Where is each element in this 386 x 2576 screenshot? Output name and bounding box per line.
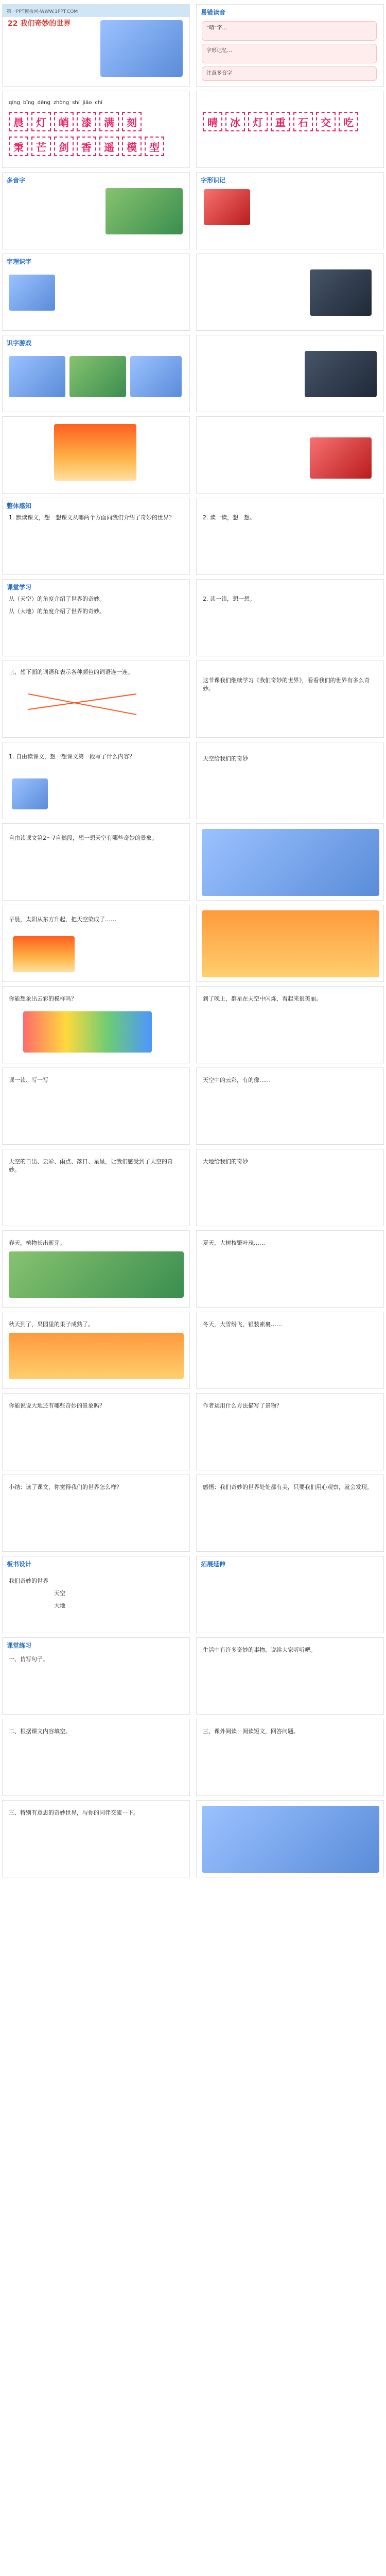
exchange-text: 三、特别有意思的奇妙世界，与你的同伴交流一下。 (9, 1809, 139, 1816)
spring-text: 春天，植物长出新芽。 (9, 1240, 65, 1246)
slide-title: 多音字 (7, 177, 26, 184)
board-design-slide (2, 1556, 190, 1633)
cloud-shapes-text: 天空中的云彩，有的像…… (203, 1077, 271, 1083)
char-box: 剑 (54, 137, 74, 156)
slide-title: 拓展延伸 (201, 1561, 226, 1568)
cloud-imagine-slide (2, 986, 190, 1063)
autumn-photo (9, 1333, 184, 1379)
write-slide (2, 1067, 190, 1145)
stars-text: 到了晚上，群星在天空中闪烁，看起来很美丽。 (203, 995, 322, 1002)
vocab-grid-slide (2, 91, 190, 168)
practice-text: 一、仿写句子。 (9, 1656, 48, 1663)
char-box: 芒 (31, 137, 51, 156)
character-line (203, 112, 377, 131)
char-box: 峭 (54, 112, 74, 131)
board-title: 我们奇妙的世界 (9, 1578, 48, 1584)
pinyin-5: shí (72, 100, 80, 106)
illustration (130, 356, 182, 397)
slide-title: 易错读音 (201, 9, 226, 16)
sky-question: 自由读课文第2～7自然段，想一想天空有哪些奇妙的景象。 (9, 835, 157, 841)
earth-question-slide (2, 1393, 190, 1470)
point-2: 字形记忆… (206, 48, 232, 54)
illustration (204, 189, 250, 225)
char-box: 重 (271, 112, 290, 131)
board-item-1: 天空 (54, 1590, 65, 1597)
insight-text: 感悟：我们奇妙的世界处处都有美，只要我们用心观察，就会发现。 (203, 1484, 373, 1490)
study-2: 从（大地）的角度介绍了世界的奇妙。 (9, 608, 105, 615)
sky-summary-slide (2, 1149, 190, 1226)
slide-title: 整体感知 (7, 502, 32, 510)
autumn-text: 秋天到了，果园里的果子成熟了。 (9, 1321, 94, 1328)
char-shape-slide (196, 172, 384, 249)
sunrise-slide (2, 905, 190, 982)
char-box: 刻 (122, 112, 142, 131)
character-row-2 (9, 137, 183, 156)
spring-slide (2, 1230, 190, 1308)
board-item-2: 大地 (54, 1602, 65, 1609)
slide-title: 字形识记 (201, 177, 226, 184)
fruit-photo (310, 437, 372, 479)
illustration (9, 356, 65, 397)
share-slide (196, 1637, 384, 1715)
insight-slide (196, 1475, 384, 1552)
illustration (69, 356, 126, 397)
autumn-slide (2, 1312, 190, 1389)
teacher-avatar (12, 778, 48, 809)
point-3: 注意多音字 (206, 71, 232, 76)
sky-summary-text: 天空的日出、云彩、雨点、落日、星星，让我们感受到了天空的奇妙。 (9, 1158, 173, 1173)
rainbow-illustration (23, 1011, 152, 1053)
char-box: 漆 (77, 112, 96, 131)
pinyin-4: zhòng (53, 100, 69, 106)
sky-phenomena-slide (2, 823, 190, 901)
summary-text: 小结：读了课文，你觉得我们的世界怎么样？ (9, 1484, 122, 1490)
cover-slide (2, 4, 190, 87)
sky-section-slide (196, 742, 384, 819)
lesson-title: 22 我们奇妙的世界 (8, 20, 71, 28)
slide-title: 字理识字 (7, 258, 32, 265)
stars-slide (196, 986, 384, 1063)
earth-section-slide (196, 1149, 384, 1226)
summer-text: 夏天，大树枝繁叶茂…… (203, 1240, 265, 1246)
paragraph-one-slide (2, 742, 190, 819)
char-box: 香 (77, 137, 96, 156)
illustration (106, 188, 183, 234)
method-slide (196, 1393, 384, 1470)
write-title: 课一读、写一写 (9, 1077, 48, 1083)
slide-title: 识字游戏 (7, 340, 32, 347)
fill-blanks-slide (2, 1719, 190, 1796)
sky-photo (202, 829, 379, 896)
tip-card (202, 21, 377, 41)
char-box: 遥 (99, 137, 119, 156)
exchange-slide (2, 1800, 190, 1877)
illustration (9, 275, 55, 311)
sunrise-text: 早晨，太阳从东方升起，把天空染成了…… (9, 916, 116, 923)
cloud-slide (196, 905, 384, 982)
earth-title: 大地给我们的奇妙 (203, 1158, 248, 1165)
sunset-photo (54, 424, 136, 481)
tip-card-2 (202, 44, 377, 63)
pronunciation-slide (196, 4, 384, 87)
char-origin-slide (2, 253, 190, 331)
match-lines (23, 689, 167, 725)
slide-title: 课堂学习 (7, 584, 32, 591)
practice-slide (2, 1637, 190, 1715)
char-origin-slide-2 (196, 253, 384, 331)
earth-question: 你能说说大地还有哪些奇妙的景象吗？ (9, 1402, 105, 1409)
char-box: 灯 (31, 112, 51, 131)
overview-text: 1. 默读课文，想一想课文从哪两个方面向我们介绍了奇妙的世界？ (9, 514, 174, 521)
images-slide (196, 335, 384, 412)
summary-slide (2, 1475, 190, 1552)
quiz-slide (196, 579, 384, 656)
fruit-slide (196, 416, 384, 494)
winter-slide (196, 1312, 384, 1389)
point-1: “晴”字… (206, 25, 227, 31)
char-box: 冰 (225, 112, 245, 131)
tiny-links: 第一PPT模板网-WWW.1PPT.COM (7, 9, 78, 14)
char-box: 满 (99, 112, 119, 131)
char-box: 型 (145, 137, 164, 156)
method-question: 作者运用什么方法描写了景物？ (203, 1402, 282, 1409)
illustration (305, 351, 377, 397)
reading-exercise-slide (196, 1719, 384, 1796)
quiz-text: 2. 读一读，想一想。 (203, 596, 255, 602)
filler-slide (196, 1800, 384, 1877)
cover-photo (100, 20, 183, 77)
pinyin-row (9, 99, 183, 107)
reading-text: 2. 读一读，想一想。 (203, 514, 255, 521)
char-box: 晨 (9, 112, 28, 131)
fill-blanks-text: 二、根据课文内容填空。 (9, 1728, 71, 1735)
char-box: 吃 (339, 112, 358, 131)
pinyin-6: jiāo (82, 100, 92, 106)
winter-text: 冬天，大雪纷飞，银装素裹…… (203, 1321, 282, 1328)
illustration (310, 269, 372, 316)
match-slide (2, 660, 190, 738)
sunrise-photo (13, 936, 75, 972)
slide-title: 课堂练习 (7, 1642, 32, 1649)
sky-photo-slide (196, 823, 384, 901)
spring-photo (9, 1251, 184, 1298)
intro-next-text: 这节课我们继续学习《我们奇妙的世界》，看看我们的世界有多么奇妙。 (203, 677, 370, 692)
char-box: 石 (293, 112, 313, 131)
study-1: 从（天空）的角度介绍了世界的奇妙。 (9, 596, 105, 602)
reading-slide (196, 498, 384, 575)
cloud-question: 你能想象出云彩的模样吗？ (9, 995, 77, 1002)
char-box: 晴 (203, 112, 222, 131)
intro-next-slide (196, 660, 384, 738)
sky-title: 天空给我们的奇妙 (203, 755, 248, 762)
pinyin-1: qíng (9, 100, 20, 106)
class-study-slide (2, 579, 190, 656)
pinyin-2: bīng (23, 100, 34, 106)
reading-exercise-text: 三、课外阅读：阅读短文，回答问题。 (203, 1728, 299, 1735)
paragraph-question: 1. 自由读课文，想一想课文第一段写了什么内容？ (9, 753, 135, 760)
vocab-game-slide (2, 335, 190, 412)
cloud-shapes-slide (196, 1067, 384, 1145)
sunset-slide (2, 416, 190, 494)
expansion-slide (196, 1556, 384, 1633)
share-text: 生活中有许多奇妙的事物，说给大家听听吧。 (203, 1647, 316, 1653)
char-box: 秉 (9, 137, 28, 156)
pinyin-7: chī (95, 100, 102, 106)
photo (202, 1806, 379, 1873)
overview-slide (2, 498, 190, 575)
tip-card-3 (202, 66, 377, 81)
polyphone-slide (2, 172, 190, 249)
cloud-photo (202, 910, 379, 977)
match-text: 三、想下面的词语和表示各种颜色的词语连一连。 (9, 669, 133, 675)
characters-slide (196, 91, 384, 168)
char-box: 灯 (248, 112, 268, 131)
char-box: 交 (316, 112, 336, 131)
character-row (9, 112, 183, 131)
char-box: 模 (122, 137, 142, 156)
summer-slide (196, 1230, 384, 1308)
slide-title: 板书设计 (7, 1561, 32, 1568)
pinyin-3: dēng (37, 100, 50, 106)
